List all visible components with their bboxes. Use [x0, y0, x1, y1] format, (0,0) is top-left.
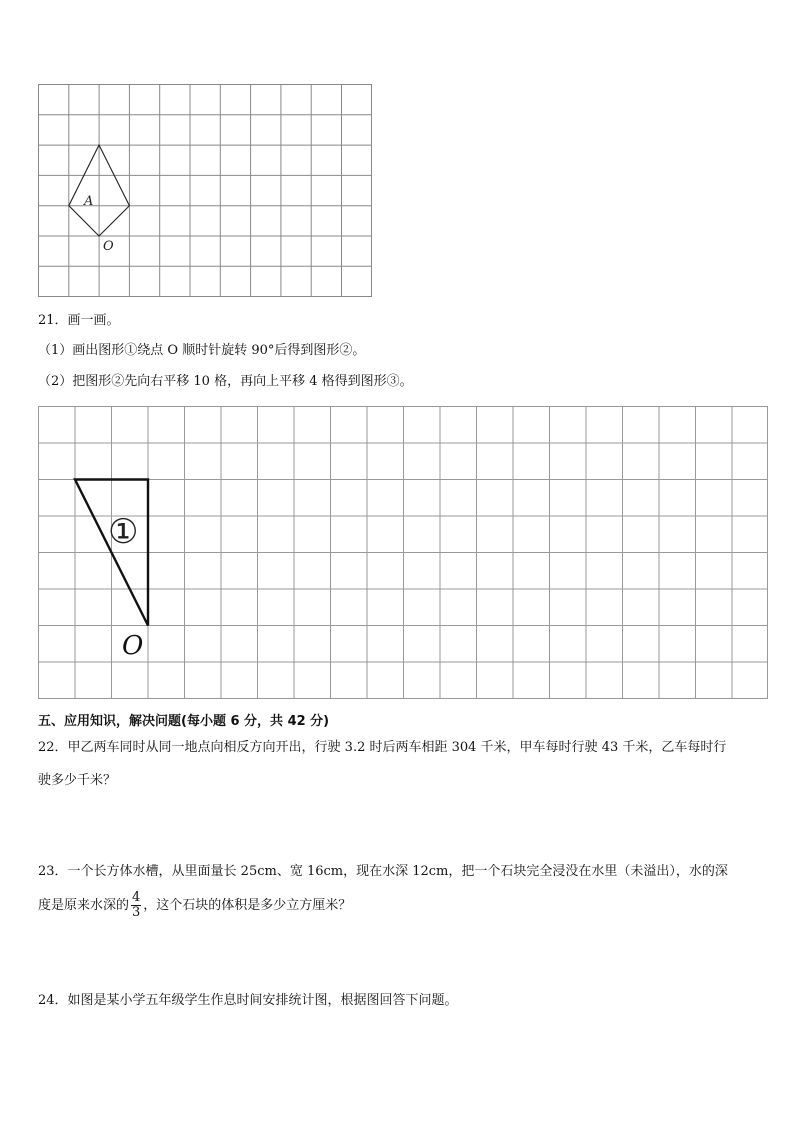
kite-label-a: A — [84, 194, 94, 209]
q21-part1: （1）画出图形①绕点 O 顺时针旋转 90°后得到图形②。 — [38, 343, 366, 358]
section-5-heading: 五、应用知识，解决问题(每小题 6 分，共 42 分) — [38, 714, 330, 729]
q23-line2 — [38, 891, 351, 920]
q21-title: 21．画一画。 — [38, 313, 120, 328]
kite-label-o: O — [103, 239, 114, 254]
q23-fraction-numerator: 4 — [132, 890, 141, 905]
q23-fraction — [131, 891, 141, 920]
triangle-label-o: O — [122, 631, 144, 661]
triangle-label-1: ① — [108, 512, 139, 552]
kite-grid-figure — [38, 84, 374, 300]
q24-line1: 24．如图是某小学五年级学生作息时间安排统计图，根据图回答下问题。 — [38, 993, 458, 1008]
triangle-grid-figure — [38, 406, 772, 702]
q23-fraction-denominator: 3 — [132, 905, 141, 920]
q23-line2-after: ，这个石块的体积是多少立方厘米？ — [143, 897, 352, 913]
kite-grid-lines — [39, 85, 372, 297]
q22-line1: 22．甲乙两车同时从同一地点向相反方向开出，行驶 3.2 时后两车相距 304 千米，甲车每时行驶 43 千米，乙车每时行 — [38, 740, 727, 755]
q21-part2: （2）把图形②先向右平移 10 格，再向上平移 4 格得到图形③。 — [38, 374, 413, 389]
q22-line2: 驶多少千米？ — [38, 773, 117, 788]
q23-line1: 23．一个长方体水槽，从里面量长 25cm、宽 16cm，现在水深 12cm，把一个石块完全浸没在水里（未溢出），水的深 — [38, 864, 728, 879]
q23-line2-before: 度是原来水深的 — [38, 897, 130, 913]
